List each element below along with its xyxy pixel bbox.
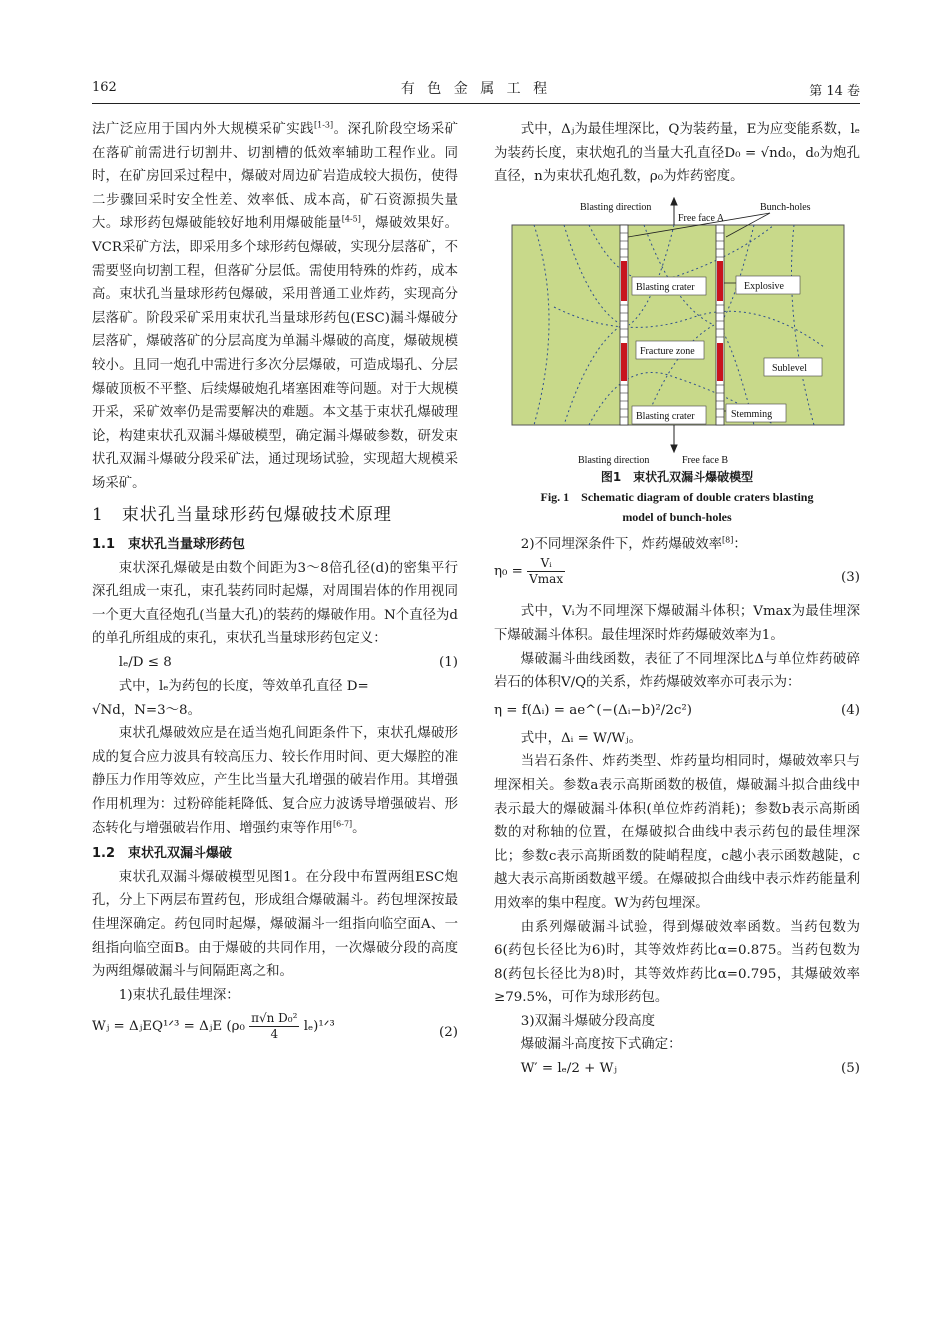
page-number: 162: [92, 80, 117, 95]
left-column: [92, 118, 458, 1055]
header-rule: [92, 103, 860, 104]
equation-3: η₀ = $\frac{\text{Vᵢ}}{Vmax}$ (3): [494, 556, 860, 600]
citation: [4-5]: [341, 214, 361, 224]
explosive-charge: [717, 261, 723, 301]
citation: [6-7]: [333, 819, 353, 829]
explosive-charge: [621, 261, 627, 301]
paragraph: 2)不同埋深条件下，炸药爆破效率[8]：: [520, 535, 747, 552]
paragraph: 爆破漏斗曲线函数，表征了不同埋深比Δ与单位炸药破碎岩石的体积V/Q的关系，炸药爆破效率亦可表示为：: [494, 651, 860, 691]
paragraph: 式中，Δⱼ为最佳埋深比，Q为装药量，E为应变能系数，lₑ为装药长度，束状炮孔的当量大孔直径D₀ = √nd₀，d₀为炮孔直径，n为束状孔炮孔数，ρ₀为炸药密度。: [494, 122, 860, 185]
equation-number: (2): [439, 1025, 458, 1041]
paragraph: 式中，lₑ为药包的长度，等效单孔直径 D=: [118, 679, 369, 695]
page-header: [92, 78, 860, 100]
equation-number: (3): [841, 570, 860, 586]
caption-zh: 图1 束状孔双漏斗爆破模型: [600, 469, 754, 484]
equation-number: (1): [439, 655, 458, 671]
equation-number: (4): [841, 702, 860, 718]
paragraph: 束状孔双漏斗爆破模型见图1。在分段中布置两组ESC炮孔，分上下两层布置药包，形成组合爆破漏斗。药包埋深按最佳埋深确定。药包同时起爆，爆破漏斗一组指向临空面A、一组指向临空面B。由于爆破的共同作用，一次爆破分段的高度为两组爆破漏斗与间隔距离之和。: [92, 869, 458, 980]
paragraph: 束状孔爆破效应是在适当炮孔间距条件下，束状孔爆破形成的复合应力波具有较高压力、较长作用时间、更大爆腔的准静压力作用等效应，产生比当量大孔增强的破岩作用。其增强作用机理为：过粉碎能耗降低、复合应力波诱导增强破岩、形态转化与增强破岩作用、增强约束等作用[6-7]。: [92, 726, 458, 836]
caption-en: Fig. 1 Schematic diagram of double craters blasting: [540, 489, 814, 504]
fig-label: Fracture zone: [640, 345, 695, 357]
paragraph: 当岩石条件、炸药类型、炸药量均相同时，爆破效率只与埋深相关。参数a表示高斯函数的极值，爆破漏斗拟合曲线中表示最大的爆破漏斗体积(单位炸药消耗)；参数b表示高斯函数的对称轴的位置，在爆破拟合曲线中表示药包的最佳埋深比；参数c表示高斯函数的陡峭程度，c越小表示函数越陡，c越大表示高斯函数越平缓。在爆破拟合曲线中表示炸药能量利用效率的集中程度。W为药包埋深。: [494, 754, 860, 911]
paragraph: 3)双漏斗爆破分段高度: [520, 1013, 656, 1029]
paragraph: √Nd，N=3～8。: [92, 702, 201, 718]
right-column: [494, 118, 860, 1081]
subsection-heading: 1.1 束状孔当量球形药包: [92, 537, 246, 553]
paragraph: 法广泛应用于国内外大规模采矿实践[1-3]。深孔阶段空场采矿在落矿前需进行切割井、切割槽的低效率辅助工程作业。同时，在矿房回采过程中，爆破对周边矿岩造成较大损伤，使得二步骤回采时安全性差、效率低、成本高，矿石资源损失量大。球形药包爆破能较好地利用爆破能量[4-5]，爆破效果好。VCR采矿方法，即采用多个球形药包爆破，实现分层落矿，不需要竖向切割工程，但落矿分层低。需使用特殊的炸药，成本高。束状孔当量球形药包爆破，采用普通工业炸药，实现高分层落矿。阶段采矿采用束状孔当量球形药包(ESC)漏斗爆破分层落矿，爆破落矿的分层高度为单漏斗爆破的高度，爆破规模较小。且同一炮孔中需进行多次分层爆破，可造成塌孔、分层爆破顶板不平整、后续爆破炮孔堵塞困难等问题。对于大规模开采，采矿效率仍是需要解决的难题。本文基于束状孔爆破理论，构建束状孔双漏斗爆破模型，确定漏斗爆破参数，研发束状孔双漏斗爆破分段采矿法，通过现场试验，实现超大规模采场采矿。: [92, 120, 458, 491]
citation: [1-3]: [314, 120, 334, 130]
section-heading: 1 束状孔当量球形药包爆破技术原理: [92, 504, 392, 525]
equation-2: Wⱼ = ΔⱼEQ¹ᐟ³ = ΔⱼE (ρ₀ $\frac{\text{π√n D₀²}}{4}$ lₑ)¹ᐟ³ (2): [92, 1011, 458, 1055]
fig-label: Blasting direction: [578, 454, 650, 466]
figure-caption: [494, 467, 860, 527]
citation: [8]: [722, 535, 734, 545]
journal-title: 有 色 金 属 工 程: [400, 81, 552, 97]
blasting-model-diagram: [494, 197, 860, 467]
fig-label: Blasting crater: [636, 281, 695, 293]
fig-label: Free face B: [682, 454, 729, 466]
fig-label: Stemming: [731, 408, 773, 420]
subsection-heading: 1.2 束状孔双漏斗爆破: [92, 846, 233, 862]
paragraph: 式中，Δᵢ = W/Wⱼ。: [520, 730, 643, 746]
paragraph: 式中，Vᵢ为不同埋深下爆破漏斗体积；Vmax为最佳埋深下爆破漏斗体积。最佳埋深时炸药爆破效率为1。: [494, 604, 860, 643]
equation-1: lₑ/D ≤ 8 (1): [92, 651, 458, 675]
fig-label: Free face A: [678, 212, 725, 224]
paragraph: 束状深孔爆破是由数个间距为3～8倍孔径(d)的密集平行深孔组成一束孔，束孔装药同时起爆，对周围岩体的作用视同一个更大直径炮孔(当量大孔)的装药的爆破作用。N个直径为d的单孔所组成的束孔，束状孔当量球形药包定义：: [92, 560, 458, 647]
fig-label: Explosive: [744, 280, 784, 292]
paragraph: 爆破漏斗高度按下式确定：: [520, 1037, 682, 1053]
equation-number: (5): [841, 1061, 860, 1077]
fig-label: Blasting direction: [580, 201, 652, 213]
fig-label: Sublevel: [772, 362, 807, 374]
fig-label: Bunch-holes: [760, 201, 811, 213]
explosive-charge: [717, 343, 723, 381]
paragraph: 由系列爆破漏斗试验，得到爆破效率函数。当药包数为6(药包长径比为6)时，其等效炸药比α=0.875。当药包数为8(药包长径比为8)时，其等效炸药比α=0.795，其爆破效率≥79.5%，可作为球形药包。: [494, 919, 860, 1006]
volume-label: 第 14 卷: [809, 84, 860, 99]
caption-en: model of bunch-holes: [622, 509, 732, 524]
equation-5: W′ = lₑ/2 + Wⱼ (5): [494, 1057, 860, 1081]
explosive-charge: [621, 343, 627, 381]
fig-label: Blasting crater: [636, 410, 695, 422]
equation-4: η = f(Δᵢ) = ae^(−(Δᵢ−b)²/2c²) (4): [494, 699, 860, 723]
paragraph: 1)束状孔最佳埋深：: [118, 987, 240, 1003]
bunch-hole-left: [620, 225, 628, 425]
bunch-hole-right: [716, 225, 724, 425]
figure-1: [494, 197, 860, 467]
